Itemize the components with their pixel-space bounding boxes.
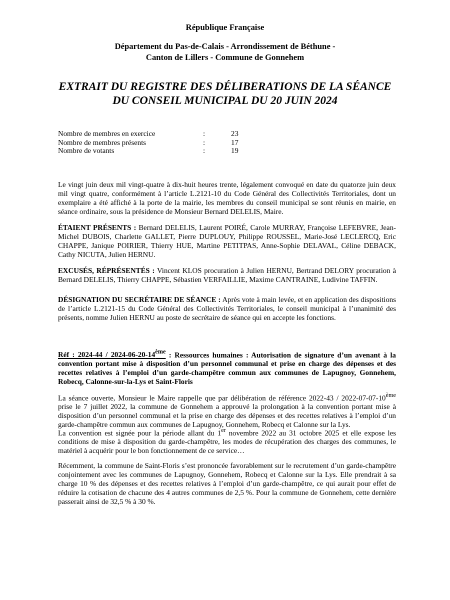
excused-members-paragraph bbox=[58, 266, 396, 284]
count-value: 17 bbox=[231, 137, 239, 147]
reference-superscript: ème bbox=[155, 350, 166, 356]
excused-list: Vincent KLOS procuration à Julien HERNU, Bertrand DELORY procuration à Bernard DELELIS, Thierry CHAPPE, Sébastien VERFAILLIE, Maxime CANTRAINE, Ludivine TAFFIN. bbox=[58, 266, 396, 284]
present-label: ÉTAIENT PRÉSENTS : bbox=[58, 223, 137, 232]
reference-number: Réf : 2024-44 / 2024-06-20-14ème bbox=[58, 350, 166, 360]
department-line-2: Canton de Lillers - Commune de Gonnehem bbox=[145, 53, 305, 62]
body-paragraph-2: La convention est signée pour la période allant du 1er novembre 2022 au 31 octobre 2025 et elle expose les conditions de mise à disposition du garde-champêtre, les modes de récupération des charges des communes, le matériel à acquérir pour le bon fonctionnement de ce service… bbox=[58, 428, 396, 456]
secretary-paragraph bbox=[58, 295, 396, 322]
deliberation-reference bbox=[58, 349, 396, 386]
count-label: Nombre de membres en exercice bbox=[58, 129, 156, 138]
paragraph2-superscript: er bbox=[221, 428, 226, 434]
present-members-paragraph bbox=[58, 223, 396, 259]
count-separator: : bbox=[203, 137, 206, 147]
title-line-2: DU CONSEIL MUNICIPAL DU 20 JUIN 2024 bbox=[112, 95, 338, 107]
excused-label: EXCUSÉS, RÉPRÉSENTÉS : bbox=[58, 266, 155, 275]
secretary-label: DÉSIGNATION DU SECRÉTAIRE DE SÉANCE : bbox=[58, 295, 221, 304]
body-paragraph-1: La séance ouverte, Monsieur le Maire rappelle que par délibération de référence 2022-43 / 2022-07-07-10ème prise le 7 juillet 2022, la commune de Gonnehem a approuvé la prolongation à la convention portant mise à disposition d’un personnel communal et la prise en charge des dépenses et des recettes relatives à l’emploi d’un garde-champêtre commun aux communes de Lapugnoy, Gonnehem, Robecq et Calonne sur la Lys. bbox=[58, 393, 396, 430]
intro-paragraph: Le vingt juin deux mil vingt-quatre à dix-huit heures trente, légalement convoqué en date du quatorze juin deux mil vingt quatre, conformément à l’article L.2121-10 du Code Général des Collectivités Territoriales, dont un exemplaire a été affiché à la porte de la mairie, les membres du conseil municipal se sont réunis en mairie, en séance ordinaire, sous la présidence de Monsieur Bernard DELELIS, Maire. bbox=[58, 180, 396, 216]
count-label: Nombre de votants bbox=[58, 146, 115, 156]
count-row bbox=[58, 146, 258, 155]
present-list: Bernard DELELIS, Laurent POIRÉ, Carole MURRAY, Françoise LEFEBVRE, Jean-Michel DUBOIS, Charlette GALLET, Pierre DUPLOUY, Philippe ROUSSEL, Marie-José LECLERCQ, Eric CHAPPE, Janique POIRIER, Thierry HUE, Martine PETITPAS, Anne-Sophie DELAVAL, Céline DEBACK, Cathy NICUTA, Julien HERNU. bbox=[58, 223, 396, 259]
paragraph1-superscript: ème bbox=[385, 393, 396, 399]
title-line-1: EXTRAIT DU REGISTRE DES DÉLIBERATIONS DE LA SÉANCE bbox=[58, 81, 392, 93]
secretary-text: Après vote à main levée, et en application des dispositions de l’article L.2121-15 du Code Général des Collectivités Territoriales, le conseil municipal à l’unanimité des présents, nomme Julien HERNU au poste de secrétaire de séance qui en accepte les fonctions. bbox=[58, 295, 396, 322]
count-separator: : bbox=[203, 129, 206, 138]
count-separator: : bbox=[203, 146, 206, 156]
count-value: 23 bbox=[231, 129, 239, 138]
member-counts bbox=[58, 129, 258, 155]
republic-heading: République Française bbox=[185, 23, 265, 32]
reference-subject: : Ressources humaines : Autorisation de signature d’un avenant à la convention portant mise à disposition d’un personnel communal et prise en charge des dépenses et des recettes relatives à l’emploi d’un garde-champêtre commun aux communes de Lapugnoy, Gonnehem, Robecq, Calonne-sur-la-Lys et Saint-Floris bbox=[58, 350, 396, 387]
department-heading bbox=[0, 41, 450, 63]
count-row bbox=[58, 138, 258, 147]
count-row bbox=[58, 129, 258, 138]
document-title bbox=[0, 80, 450, 108]
count-label: Nombre de membres présents bbox=[58, 137, 147, 147]
department-line-1: Département du Pas-de-Calais - Arrondissement de Béthune - bbox=[114, 42, 336, 51]
count-value: 19 bbox=[231, 146, 239, 156]
body-paragraph-3: Récemment, la commune de Saint-Floris s’est prononcée favorablement sur le recrutement d’un garde-champêtre conjointement avec les communes de Lapugnoy, Gonnehem, Robecq et Calonne sur la Lys. Elle prendrait à sa charge 10 % des dépenses et des recettes relatives à l’emploi d’un garde-champêtre, ce qui aurait pour effet de réduire la cotisation de chacune des 4 autres communes de 2,5 %. Pour la commune de Gonnehem, cette dernière passerait ainsi de 32,5 % à 30 %. bbox=[58, 461, 396, 506]
